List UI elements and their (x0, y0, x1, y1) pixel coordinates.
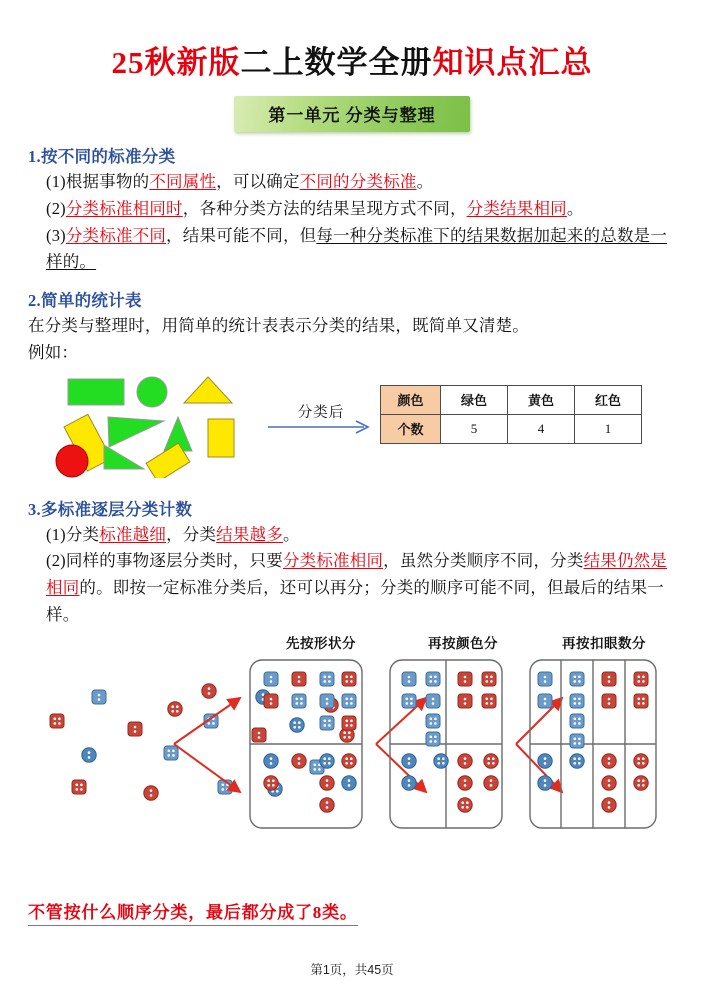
column-yellow: 黄色 (508, 385, 575, 414)
text-run-4: 的。即按一定标准分类后，还可以再分；分类的顺序可能不同，但最后的结果一样。 (46, 577, 664, 624)
diagram-label-shape: 先按形状分 (286, 636, 356, 652)
table-row-header (381, 385, 642, 414)
button-classification-diagram (28, 634, 676, 834)
column-red: 红色 (575, 385, 642, 414)
count-yellow: 4 (508, 414, 575, 443)
section-1-item-2 (28, 196, 676, 223)
section-2-heading: 2.简单的统计表 (28, 291, 142, 311)
classification-arrow-block (266, 401, 376, 439)
diagram-label-color: 再按颜色分 (428, 636, 498, 652)
unit-banner: 第一单元 分类与整理 (234, 96, 469, 132)
item-number: (1) (46, 524, 66, 544)
text-run-1: ，结果可能不同，但 (166, 225, 317, 245)
row-header-count: 个数 (381, 414, 441, 443)
arrow-right-icon (266, 420, 376, 439)
section-1-item-3 (28, 223, 676, 276)
scattered-buttons (50, 684, 354, 800)
group-box-by-shape (250, 660, 362, 828)
arrow-label: 分类后 (297, 404, 345, 421)
title-part-red-1: 25秋新版 (111, 45, 241, 80)
shapes-group (46, 373, 261, 478)
color-count-table (380, 385, 642, 444)
title-part-black: 二上数学全册 (240, 45, 433, 80)
table-row-counts (381, 414, 642, 443)
group-box-by-holes (530, 660, 656, 828)
diagram-label-holes: 再按扣眼数分 (562, 636, 646, 652)
text-run-4: 。 (416, 172, 434, 192)
item-runs (46, 551, 667, 623)
item-runs (66, 525, 300, 544)
text-run-1: 不同属性 (149, 172, 217, 192)
row-header-color: 颜色 (381, 385, 441, 414)
item-runs (66, 172, 433, 191)
text-run-2: ，分类 (166, 524, 217, 544)
diagram-canvas (28, 652, 676, 852)
text-run-3: 不同的分类标准 (299, 172, 417, 192)
count-red: 1 (575, 414, 642, 443)
item-number: (1) (46, 172, 66, 192)
arrow-group-1 (174, 698, 240, 792)
example-illustration (28, 373, 676, 485)
item-runs (66, 199, 584, 218)
text-run-2: 分类结果相同 (466, 198, 567, 218)
text-run-1: 标准越细 (99, 524, 167, 544)
item-number: (2) (46, 198, 66, 218)
text-run-3: 结果越多 (216, 524, 283, 544)
text-run-2: ，可以确定 (216, 172, 300, 192)
arrow-group-3 (516, 698, 562, 792)
group-box-by-color (390, 660, 502, 828)
text-run-0: 同样的事物逐层分类时，只要 (65, 551, 283, 571)
arrow-group-2 (376, 698, 426, 792)
text-run-4: 。 (282, 524, 300, 544)
text-run-2: ，虽然分类顺序不同，分类 (383, 551, 584, 571)
page-title (28, 0, 676, 81)
text-run-0: 根据事物的 (65, 172, 150, 192)
text-run-0: 分类标准不同 (65, 225, 167, 245)
page-footer: 第1页，共45页 (310, 963, 394, 977)
section-2-body-line-2: 例如： (28, 342, 79, 362)
section-2-body-line-1: 在分类与整理时，用简单的统计表表示分类的结果，既简单又清楚。 (28, 316, 529, 336)
item-number: (3) (46, 225, 66, 245)
title-part-red-2: 知识点汇总 (432, 45, 593, 80)
section-3-item-2 (28, 548, 676, 628)
text-run-1: 分类标准相同 (282, 551, 384, 571)
section-3-heading: 3.多标准逐层分类计数 (28, 499, 193, 519)
text-run-0: 分类标准相同时 (65, 198, 183, 218)
section-1-heading: 1.按不同的标准分类 (28, 147, 176, 167)
item-runs (46, 226, 667, 272)
section-3-item-1 (28, 522, 676, 549)
conclusion-text: 不管按什么顺序分类，最后都分成了8类。 (28, 898, 358, 926)
column-green: 绿色 (441, 385, 508, 414)
unit-banner-wrap (28, 96, 676, 132)
text-run-2: 每一种分类标准下的结果数据加起来的总数是一样的。 (46, 225, 668, 272)
text-run-3: 。 (566, 198, 584, 218)
text-run-3: 结果仍然是相同 (46, 551, 668, 597)
count-green: 5 (441, 414, 508, 443)
item-number: (2) (46, 551, 66, 571)
section-1-item-1 (28, 169, 676, 196)
text-run-1: ，各种分类方法的结果呈现方式不同， (182, 198, 467, 218)
text-run-0: 分类 (65, 524, 100, 544)
